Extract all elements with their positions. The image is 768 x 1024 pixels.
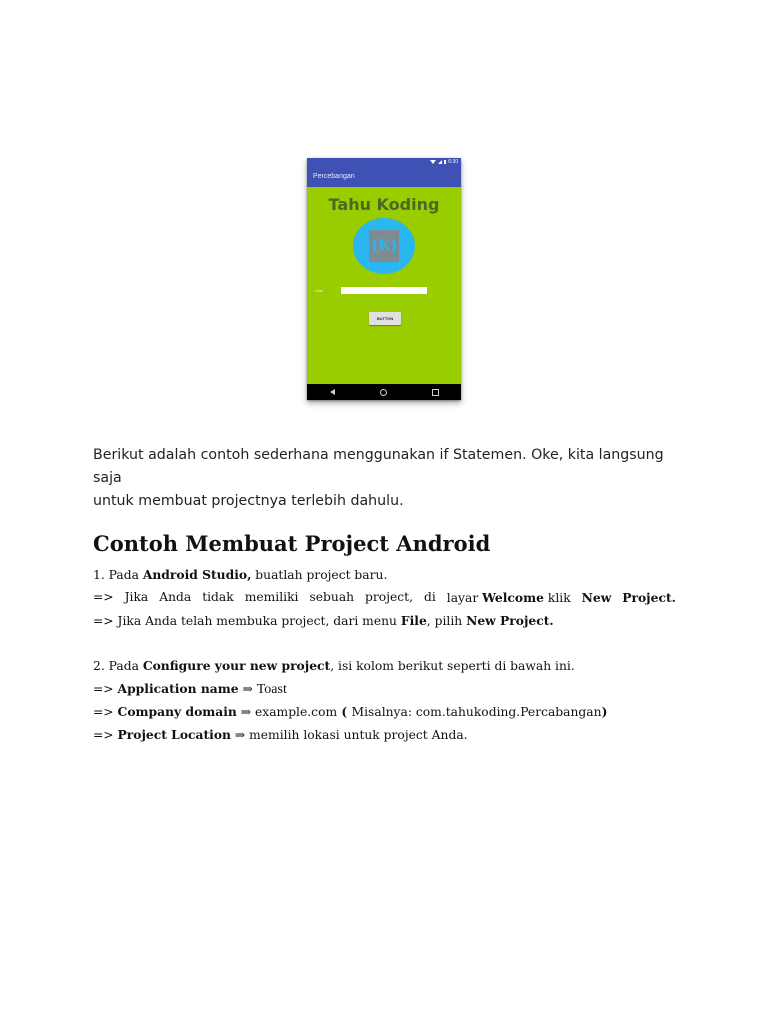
recent-apps-icon[interactable]: [432, 389, 439, 396]
configure-bold: Configure your new project: [142, 658, 331, 673]
app-name-line: [93, 677, 676, 701]
new-bold: New: [581, 590, 612, 605]
home-icon[interactable]: [380, 389, 387, 396]
step1-prefix: 1. Pada: [93, 568, 143, 582]
word: Anda: [159, 590, 192, 604]
phone-screenshot: [307, 158, 461, 400]
app-bar: [307, 166, 461, 187]
intro-paragraph: [93, 444, 683, 513]
company-domain-value: example.com: [254, 705, 338, 719]
implies-arrow: ⇒: [230, 728, 250, 742]
implies-arrow: ⇒: [238, 682, 257, 696]
nav-bar: [307, 384, 461, 400]
paren-open: (: [337, 704, 352, 719]
word: sebuah: [309, 590, 355, 604]
step2-prefix: 2. Pada: [93, 659, 143, 673]
step2-line1: [93, 654, 676, 678]
app-name-value: Toast: [256, 682, 287, 697]
step1-line2: [93, 586, 676, 610]
back-icon[interactable]: [330, 389, 335, 395]
logo: [353, 218, 415, 274]
word: di: [424, 590, 436, 604]
company-domain-line: [93, 700, 676, 724]
step1-line3: [93, 609, 676, 633]
app-name-display: Tahu Koding: [328, 195, 440, 214]
word: layar: [446, 591, 479, 605]
company-domain-note: Misalnya: com.tahukoding.Percabangan: [351, 705, 602, 719]
word: Jika: [124, 590, 149, 604]
project-location-value: memilih lokasi untuk project Anda.: [249, 728, 468, 742]
step1-bold: Android Studio,: [142, 567, 252, 582]
arrow-prefix: =>: [93, 682, 118, 696]
signal-icon: [438, 160, 442, 164]
word-group: [447, 586, 571, 610]
project-bold: Project.: [622, 590, 676, 605]
logo-icon: {K}: [369, 230, 399, 262]
arrow-prefix: =>: [93, 728, 118, 742]
implies-arrow: ⇒: [236, 705, 255, 719]
battery-icon: [444, 160, 446, 164]
new-project-bold: New Project.: [466, 613, 554, 628]
arrow-prefix: =>: [93, 705, 118, 719]
word: tidak: [202, 590, 234, 604]
submit-button[interactable]: BUTTON: [369, 312, 401, 325]
intro-line-1: Berikut adalah contoh sederhana menggunakan if Statemen. Oke, kita langsung saja: [93, 447, 664, 486]
step2-suffix: , isi kolom berikut seperti di bawah ini.: [330, 659, 575, 673]
project-location-line: [93, 723, 676, 747]
file-bold: File: [400, 613, 427, 628]
intro-line-2: untuk membuat projectnya terlebih dahulu.: [93, 493, 404, 509]
step1-suffix: buatlah project baru.: [251, 568, 388, 582]
paren-close: ): [601, 704, 608, 719]
word: klik: [547, 591, 571, 605]
project-location-label: Project Location: [117, 727, 231, 742]
step1-line3-mid: , pilih: [426, 614, 467, 628]
value-field-label: Nilai: [315, 288, 323, 293]
app-name-label: Application name: [117, 681, 239, 696]
step1-line3-prefix: => Jika Anda telah membuka project, dari menu: [93, 614, 401, 628]
status-time: 6:30: [448, 159, 458, 165]
company-domain-label: Company domain: [117, 704, 237, 719]
wifi-icon: [430, 160, 436, 164]
section-heading: Contoh Membuat Project Android: [93, 531, 491, 556]
status-bar: [307, 158, 461, 166]
word: =>: [93, 590, 114, 604]
word: memiliki: [244, 590, 299, 604]
welcome-bold: Welcome: [482, 590, 544, 605]
value-input[interactable]: [341, 287, 427, 294]
app-bar-title: Percebangan: [313, 173, 355, 180]
step1-line1: [93, 563, 676, 587]
word: project,: [365, 590, 414, 604]
